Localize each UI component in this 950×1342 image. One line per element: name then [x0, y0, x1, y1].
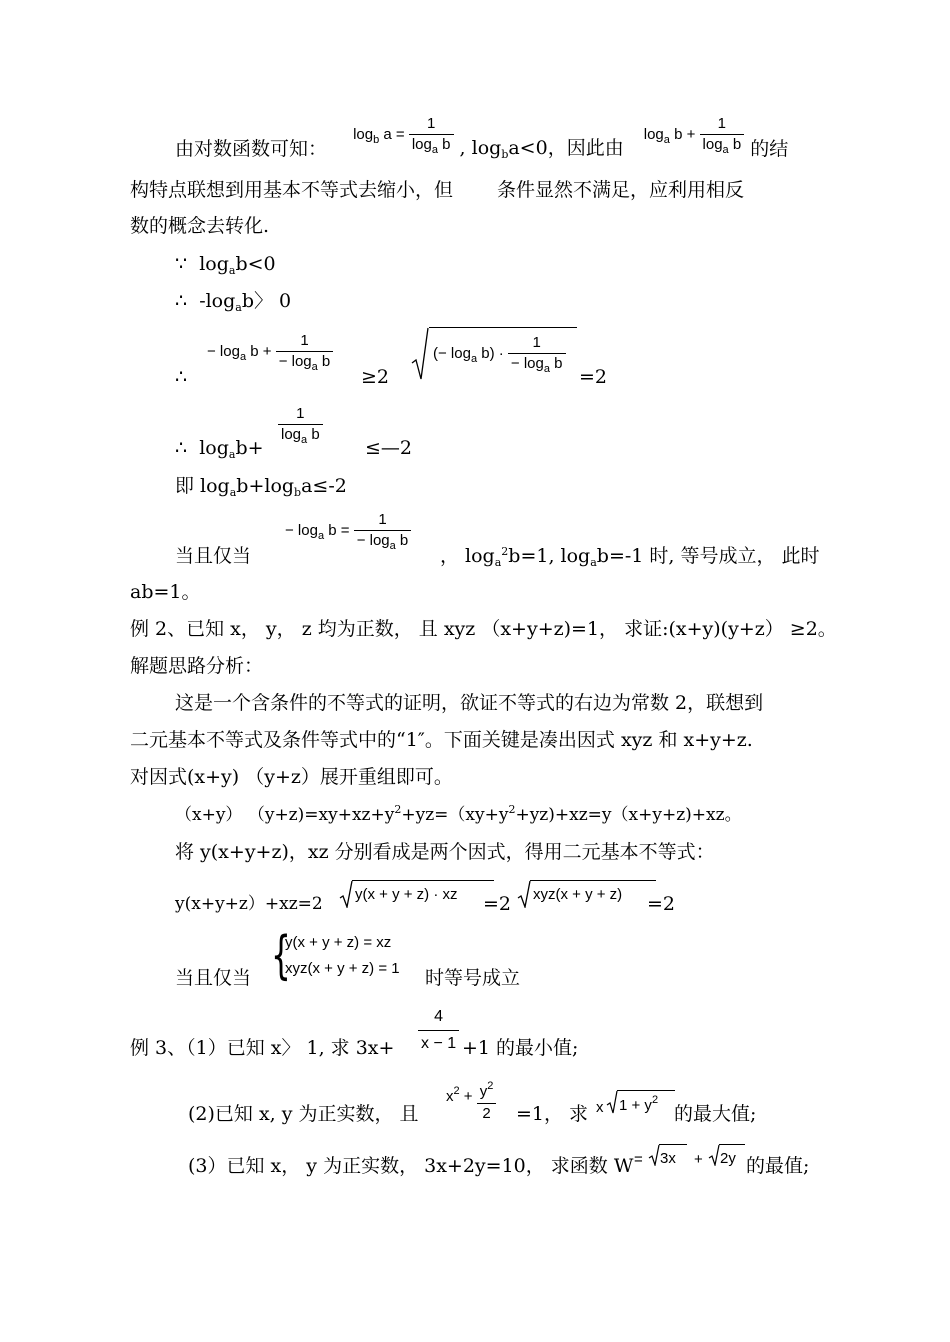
equation-system: y(x + y + z) = xz xyz(x + y + z) = 1 — [285, 934, 400, 977]
analysis-title: 解题思路分析： — [130, 655, 264, 677]
radical-sign — [517, 880, 531, 908]
example-2: 例 2、已知 x， y， z 均为正数， 且 xyz （x+y+z)=1， 求证:(x+y)(y+z） ≥2。 — [130, 618, 837, 640]
formula-log-b-a: $\log_b a$ = $\frac{1}{\log_a b}$ — [353, 114, 453, 156]
radical-sign — [708, 1144, 720, 1166]
left-brace: { — [271, 926, 291, 986]
para1-line1 — [175, 115, 789, 178]
fraction: $\frac{1}{\log_a b}$ — [278, 404, 323, 446]
radical-sign — [411, 327, 429, 383]
fraction: $\frac{4}{x - 1}$ — [418, 1004, 459, 1057]
ab-line: ab=1。 — [130, 581, 201, 603]
para2-line1: 这是一个含条件的不等式的证明，欲证不等式的右边为常数 2，联想到 — [175, 692, 764, 714]
therefore-line-1: ∴ $-\log_ab$〉 0 — [175, 290, 292, 314]
para1-line3: 数的概念去转化. — [130, 215, 270, 237]
radical-sign — [339, 880, 353, 908]
para2-line3: 对因式(x+y) （y+z）展开重组即可。 — [130, 766, 453, 788]
para1-line2: 构特点联想到用基本不等式去缩小，但 条件显然不满足，应利用相反 — [130, 179, 745, 201]
formula-lhs: − $\log_a b$ + $\frac{1}{- \log_a b}$ — [207, 331, 333, 373]
fraction: $\frac{1}{- \log_a b}$ — [508, 333, 566, 375]
text: 由对数函数可知： — [175, 138, 328, 160]
fraction: $\frac{1}{- \log_a b}$ — [354, 510, 412, 552]
radical-sign — [648, 1144, 660, 1166]
fraction: $\frac{1}{- \log_a b}$ — [276, 331, 334, 373]
fraction: $\frac{1}{\log_a b}$ — [700, 114, 745, 156]
text: 的结 — [750, 138, 789, 160]
para2-line2: 二元基本不等式及条件等式中的“1″。下面关键是凑出因式 xyz 和 x+y+z. — [130, 729, 753, 751]
text: , $\log_ba<0$，因此由 — [459, 136, 624, 161]
fraction: $\frac{y^2}{2}$ — [477, 1082, 497, 1124]
expand-line: （x+y） $(y+z)=xy+xz+y^2+yz=(xy+y^2+yz)+xz=y(x+y+z)+xz$。 — [175, 803, 742, 825]
fraction: $\frac{1}{\log_a b}$ — [409, 114, 454, 156]
radical-sign — [606, 1090, 618, 1114]
because-line: ∵ $\log_ab<0$ — [175, 253, 276, 277]
ie-line: 即 $\log_ab+\log_ba\le-2$ — [175, 475, 347, 499]
formula-log-a-b-plus: $\log_a b$ + $\frac{1}{\log_a b}$ — [644, 114, 744, 156]
formula-equality: − $\log_a b$ = $\frac{1}{- \log_a b}$ — [285, 510, 411, 552]
formula-ellipse: $x^2$ + $\frac{y^2}{2}$ — [446, 1082, 496, 1124]
treat-line: 将 y(x+y+z)，xz 分别看成是两个因式，得用二元基本不等式： — [175, 841, 715, 863]
